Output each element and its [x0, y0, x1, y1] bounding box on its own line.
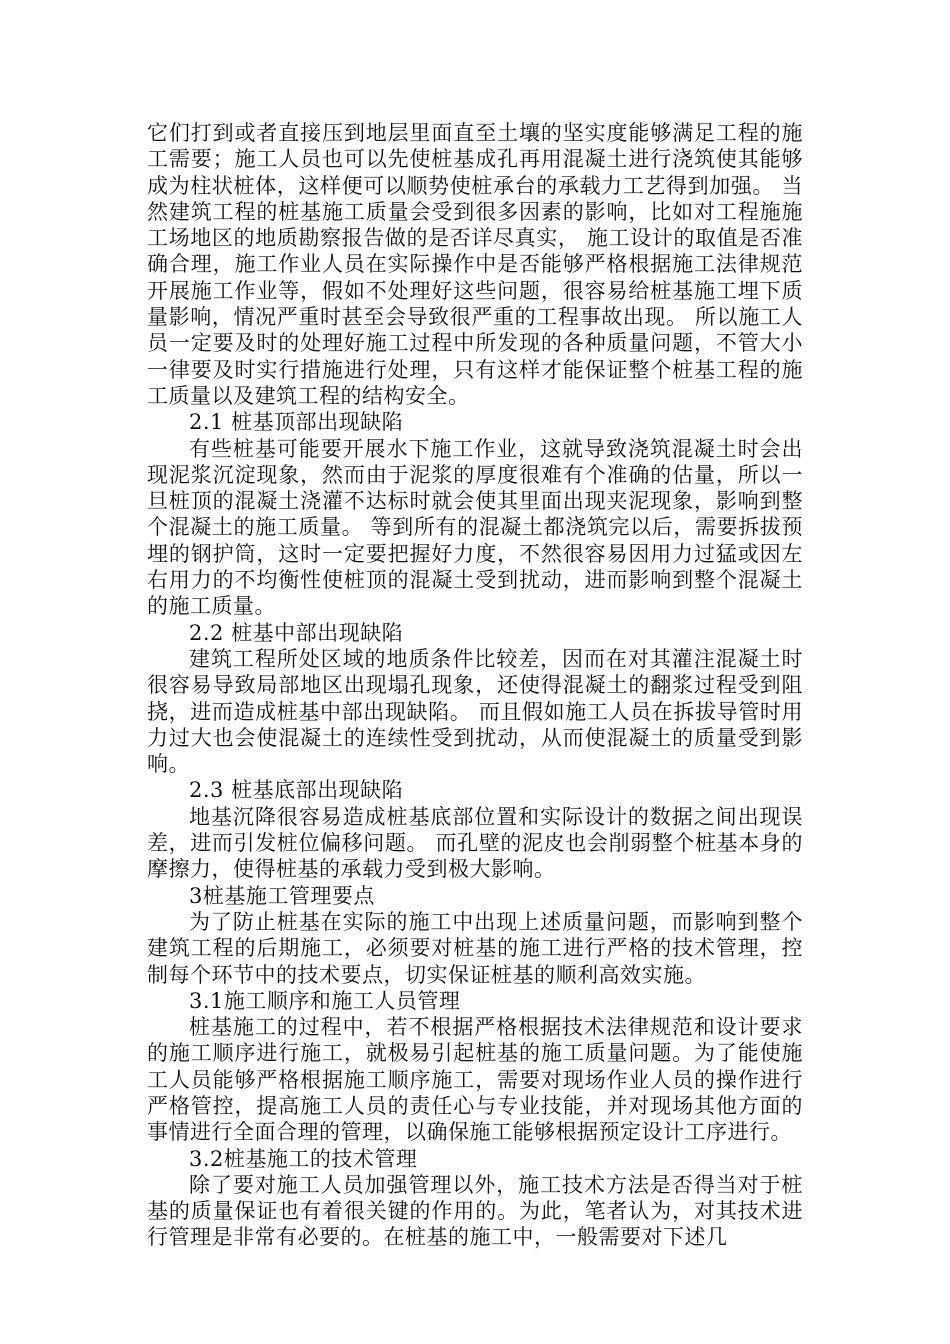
body-paragraph: 地基沉降很容易造成桩基底部位置和实际设计的数据之间出现误差，进而引发桩位偏移问题。 而孔壁的泥皮也会削弱整个桩基本身的摩擦力，使得桩基的承载力受到极大影响。 [147, 804, 803, 882]
body-paragraph: 它们打到或者直接压到地层里面直至土壤的坚实度能够满足工程的施工需要；施工人员也可以先使桩基成孔再用混凝土进行浇筑使其能够成为柱状桩体，这样便可以顺势使桩承台的承载力工艺得到加强。 当然建筑工程的桩基施工质量会受到很多因素的影响，比如对工程施施工场地区的地质勘察报告做的是否详尽真实， 施工设计的取值是否准确合理，施工作业人员在实际操作中是否能够严格根据施工法律规范开展施工作业等，假如不处理好这些问题，很容易给桩基施工埋下质量影响，情况严重时甚至会导致很严重的工程事故出现。 所以施工人员一定要及时的处理好施工过程中所发现的各种质量问题，不管大小一律要及时实行措施进行处理，只有这样才能保证整个桩基工程的施工质量以及建筑工程的结构安全。 [147, 121, 803, 408]
body-paragraph: 桩基施工的过程中，若不根据严格根据技术法律规范和设计要求的施工顺序进行施工，就极易引起桩基的施工质量问题。为了能使施工人员能够严格根据施工顺序施工，需要对现场作业人员的操作进行严格管控，提高施工人员的责任心与专业技能，并对现场其他方面的事情进行全面合理的管理，以确保施工能够根据预定设计工序进行。 [147, 1015, 803, 1145]
section-heading-2-3: 2.3 桩基底部出现缺陷 [189, 778, 404, 803]
body-paragraph: 除了要对施工人员加强管理以外，施工技术方法是否得当对于桩基的质量保证也有着很关键的作用的。为此，笔者认为，对其技术进行管理是非常有必要的。在桩基的施工中，一般需要对下述几 [147, 1172, 803, 1250]
document-body [147, 120, 803, 1251]
section-heading-3: 3桩基施工管理要点 [189, 883, 375, 908]
section-heading-3-1: 3.1施工顺序和施工人员管理 [189, 988, 461, 1013]
body-paragraph: 建筑工程所处区域的地质条件比较差，因而在对其灌注混凝土时很容易导致局部地区出现塌孔现象，还使得混凝土的翻浆过程受到阻挠，进而造成桩基中部出现缺陷。 而且假如施工人员在拆拔导管时用力过大也会使混凝土的连续性受到扰动，从而使混凝土的质量受到影响。 [147, 646, 803, 777]
body-paragraph: 有些桩基可能要开展水下施工作业，这就导致浇筑混凝土时会出现泥浆沉淀现象，然而由于泥浆的厚度很难有个准确的估量，所以一旦桩顶的混凝土浇灌不达标时就会使其里面出现夹泥现象，影响到整个混凝土的施工质量。 等到所有的混凝土都浇筑完以后，需要拆拔预埋的钢护筒，这时一定要把握好力度，不然很容易因用力过猛或因左右用力的不均衡性使桩顶的混凝土受到扰动，进而影响到整个混凝土的施工质量。 [147, 436, 803, 619]
section-heading-3-2: 3.2桩基施工的技术管理 [189, 1146, 418, 1171]
section-heading-2-2: 2.2 桩基中部出现缺陷 [189, 620, 404, 645]
section-heading-2-1: 2.1 桩基顶部出现缺陷 [189, 410, 404, 435]
body-paragraph: 为了防止桩基在实际的施工中出现上述质量问题，而影响到整个建筑工程的后期施工，必须要对桩基的施工进行严格的技术管理，控制每个环节中的技术要点，切实保证桩基的顺利高效实施。 [147, 909, 803, 987]
